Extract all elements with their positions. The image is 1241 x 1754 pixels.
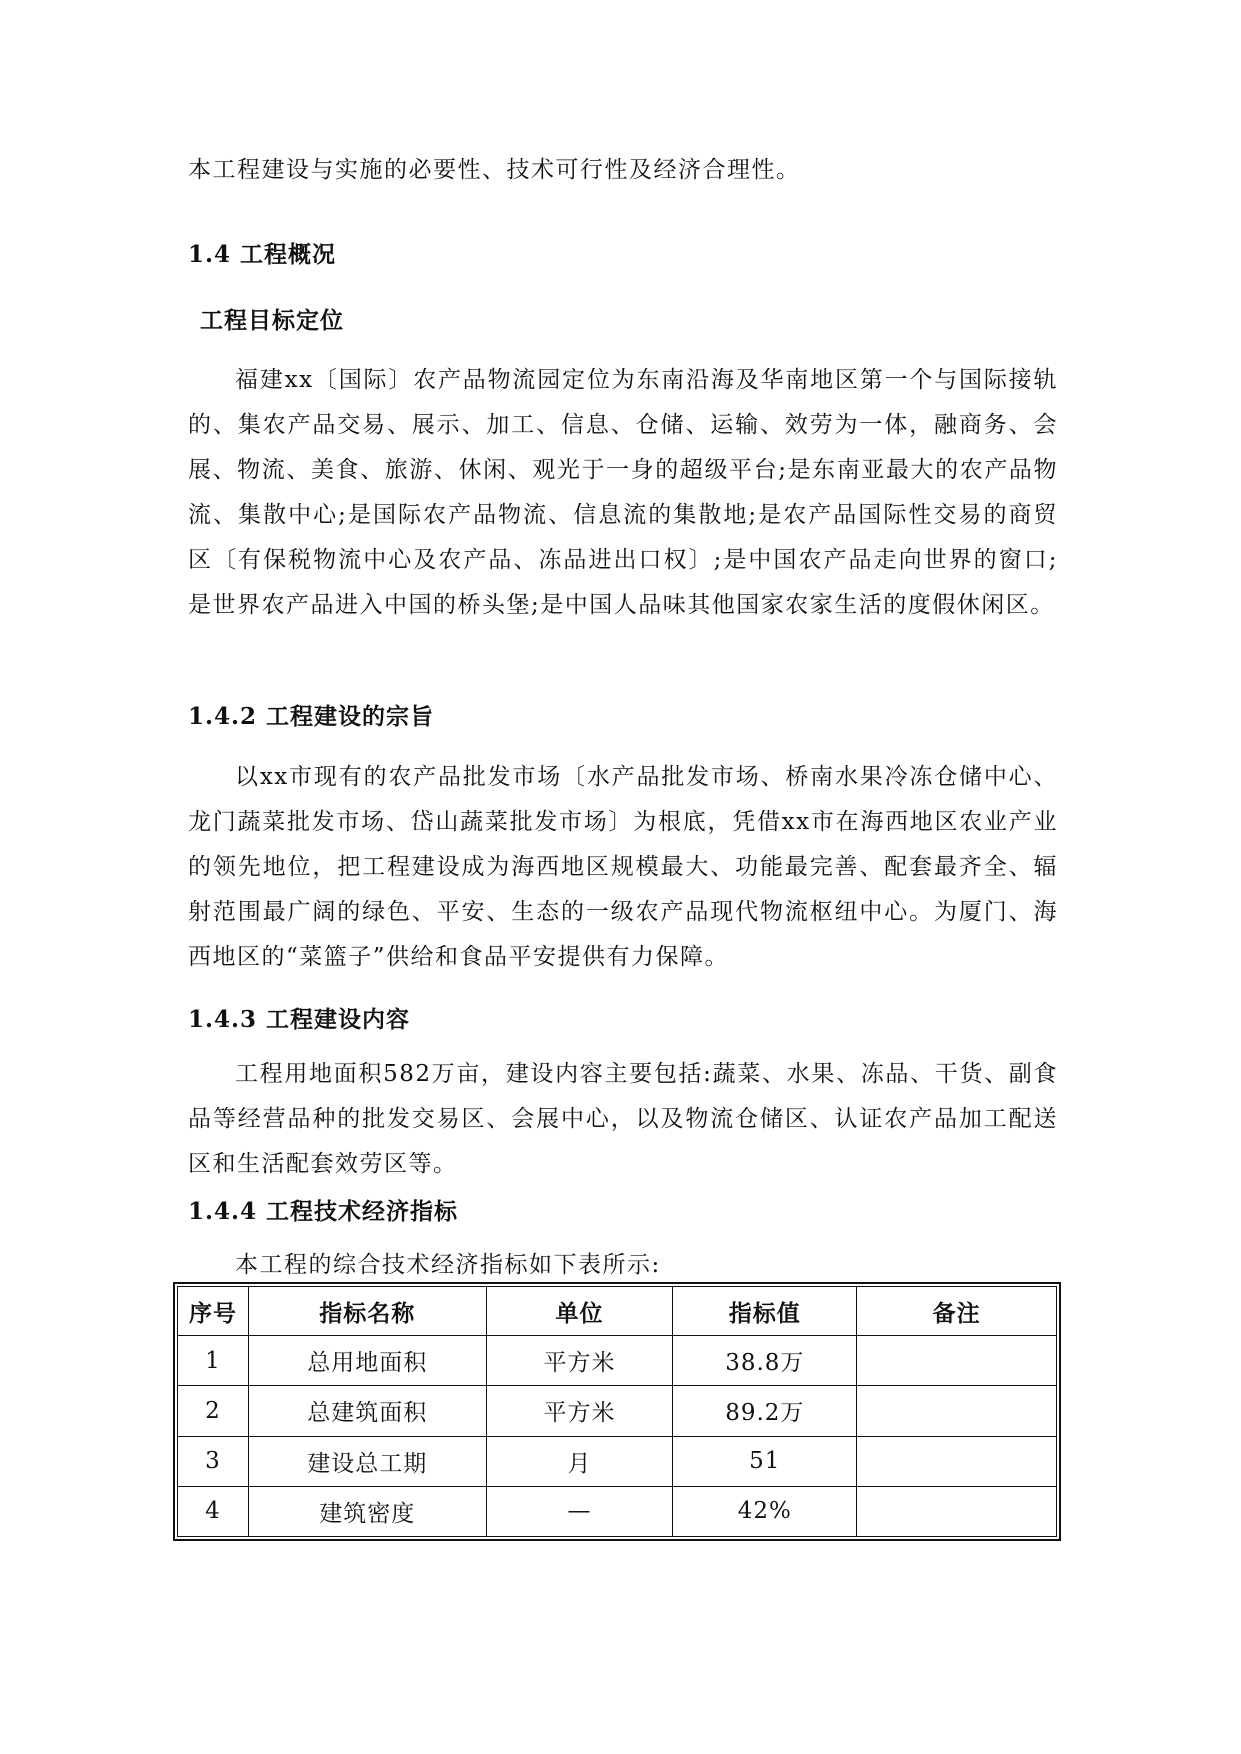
- cell-index: 4: [178, 1486, 249, 1536]
- subsection-heading-1-4-2: 1.4.2 工程建设的宗旨: [188, 703, 435, 730]
- header-cell-remark: 备注: [857, 1287, 1057, 1336]
- cell-name: 建设总工期: [248, 1436, 486, 1486]
- cell-remark: [857, 1386, 1057, 1436]
- cell-value: 42%: [673, 1486, 857, 1536]
- header-cell-name: 指标名称: [248, 1287, 486, 1336]
- cell-index: 3: [178, 1436, 249, 1486]
- cell-name: 建筑密度: [248, 1486, 486, 1536]
- header-cell-index: 序号: [178, 1287, 249, 1336]
- table-intro-paragraph: 本工程的综合技术经济指标如下表所示:: [235, 1252, 661, 1278]
- cell-index: 1: [178, 1336, 249, 1386]
- cell-value: 38.8万: [673, 1336, 857, 1386]
- target-paragraph: 福建xx〔国际〕农产品物流园定位为东南沿海及华南地区第一个与国际接轨的、集农产品交易、展示、加工、信息、仓储、运输、效劳为一体，融商务、会展、物流、美食、旅游、休闲、观光于一身的超级平台;是东南亚最大的农产品物流、集散中心;是国际农产品物流、信息流的集散地;是农产品国际性交易的商贸区〔有保税物流中心及农产品、冻品进出口权〕;是中国农产品走向世界的窗口;是世界农产品进入中国的桥头堡;是中国人品味其他国家农家生活的度假休闲区。: [188, 367, 1058, 618]
- cell-name: 总建筑面积: [248, 1386, 486, 1436]
- cell-name: 总用地面积: [248, 1336, 486, 1386]
- intro-tail-paragraph: 本工程建设与实施的必要性、技术可行性及经济合理性。: [188, 157, 801, 183]
- cell-index: 2: [178, 1386, 249, 1436]
- header-cell-unit: 单位: [486, 1287, 673, 1336]
- section-heading-1-4: 1.4 工程概况: [188, 241, 337, 268]
- cell-unit: —: [486, 1486, 673, 1536]
- cell-value: 89.2万: [673, 1386, 857, 1436]
- cell-unit: 平方米: [486, 1336, 673, 1386]
- indicators-table-frame: [173, 1282, 1061, 1541]
- table-row: [178, 1336, 1057, 1386]
- table-row: [178, 1386, 1057, 1436]
- table-row: [178, 1486, 1057, 1536]
- table-header-row: [178, 1287, 1057, 1336]
- cell-unit: 平方米: [486, 1386, 673, 1436]
- cell-remark: [857, 1436, 1057, 1486]
- header-cell-value: 指标值: [673, 1287, 857, 1336]
- table-row: [178, 1436, 1057, 1486]
- content-paragraph: 工程用地面积582万亩，建设内容主要包括:蔬菜、水果、冻品、干货、副食品等经营品种的批发交易区、会展中心，以及物流仓储区、认证农产品加工配送区和生活配套效劳区等。: [188, 1061, 1058, 1177]
- cell-remark: [857, 1486, 1057, 1536]
- indicators-table: [177, 1286, 1057, 1537]
- cell-remark: [857, 1336, 1057, 1386]
- subsection-heading-1-4-3: 1.4.3 工程建设内容: [188, 1006, 411, 1033]
- subsection-heading-target: 工程目标定位: [200, 307, 344, 334]
- cell-value: 51: [673, 1436, 857, 1486]
- subsection-heading-1-4-4: 1.4.4 工程技术经济指标: [188, 1198, 459, 1225]
- purpose-paragraph: 以xx市现有的农产品批发市场〔水产品批发市场、桥南水果冷冻仓储中心、龙门蔬菜批发市场、岱山蔬菜批发市场〕为根底，凭借xx市在海西地区农业产业的领先地位，把工程建设成为海西地区规模最大、功能最完善、配套最齐全、辐射范围最广阔的绿色、平安、生态的一级农产品现代物流枢纽中心。为厦门、海西地区的“菜篮子”供给和食品平安提供有力保障。: [188, 764, 1058, 970]
- cell-unit: 月: [486, 1436, 673, 1486]
